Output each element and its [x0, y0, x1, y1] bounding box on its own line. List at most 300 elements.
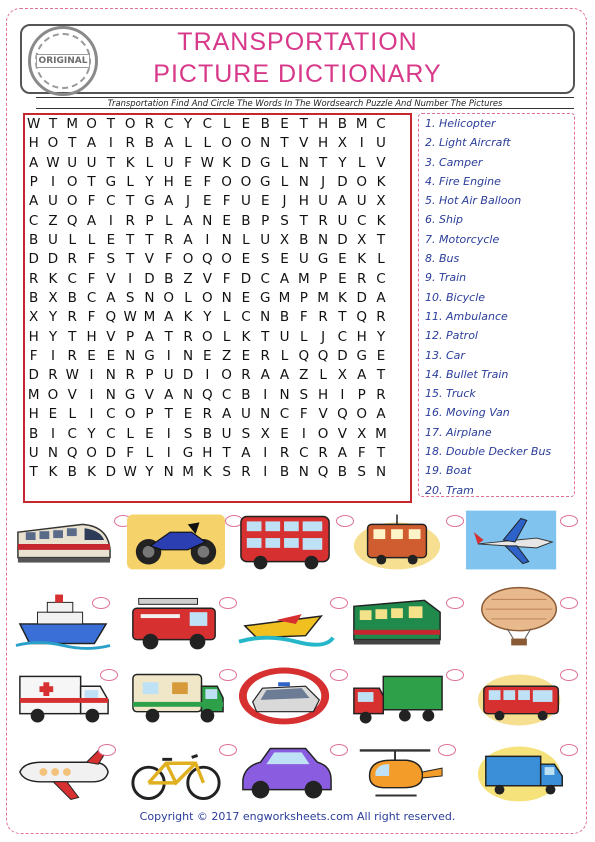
grid-letter[interactable]: U [221, 425, 232, 442]
grid-letter[interactable]: H [298, 193, 309, 210]
grid-letter[interactable]: V [106, 328, 116, 345]
grid-letter[interactable]: O [221, 251, 232, 268]
grid-letter[interactable]: K [241, 328, 251, 345]
grid-letter[interactable]: L [126, 174, 134, 191]
grid-letter[interactable]: R [67, 309, 77, 326]
grid-letter[interactable]: T [222, 444, 231, 461]
grid-letter[interactable]: X [29, 309, 39, 326]
grid-letter[interactable]: U [279, 328, 290, 345]
grid-letter[interactable]: F [299, 406, 308, 423]
grid-letter[interactable]: U [86, 154, 97, 171]
grid-letter[interactable]: D [144, 270, 155, 287]
grid-letter[interactable]: P [319, 270, 328, 287]
grid-letter[interactable]: F [222, 193, 231, 210]
grid-letter[interactable]: M [27, 386, 40, 403]
grid-letter[interactable]: R [357, 270, 367, 287]
grid-letter[interactable]: O [356, 174, 368, 191]
grid-letter[interactable]: E [87, 348, 96, 365]
grid-letter[interactable]: I [263, 464, 268, 481]
grid-letter[interactable]: W [200, 154, 214, 171]
grid-letter[interactable]: V [299, 135, 309, 152]
grid-letter[interactable]: U [67, 154, 78, 171]
grid-letter[interactable]: T [299, 116, 308, 132]
grid-letter[interactable]: N [202, 212, 213, 229]
grid-letter[interactable]: E [48, 406, 58, 423]
grid-letter[interactable]: N [221, 232, 232, 249]
grid-letter[interactable]: G [317, 251, 329, 268]
grid-letter[interactable]: R [318, 212, 328, 229]
grid-letter[interactable]: A [144, 328, 155, 345]
grid-letter[interactable]: S [125, 290, 135, 307]
grid-letter[interactable]: Z [48, 212, 58, 229]
grid-letter[interactable]: M [66, 116, 79, 132]
grid-letter[interactable]: X [337, 367, 348, 384]
grid-letter[interactable]: C [356, 212, 367, 229]
grid-letter[interactable]: R [202, 406, 213, 423]
grid-letter[interactable]: G [182, 444, 194, 461]
grid-letter[interactable]: I [50, 348, 55, 365]
grid-letter[interactable]: E [106, 232, 116, 249]
grid-letter[interactable]: N [47, 444, 58, 461]
grid-letter[interactable]: R [318, 309, 328, 326]
number-bubble[interactable] [219, 744, 237, 756]
grid-letter[interactable]: X [357, 425, 367, 442]
grid-letter[interactable]: B [241, 212, 251, 229]
grid-letter[interactable]: B [29, 425, 39, 442]
grid-letter[interactable]: K [87, 464, 96, 481]
grid-letter[interactable]: N [125, 348, 136, 365]
grid-letter[interactable]: C [164, 116, 174, 132]
grid-letter[interactable]: L [300, 328, 308, 345]
grid-letter[interactable]: I [301, 425, 306, 442]
grid-letter[interactable]: V [144, 386, 155, 403]
number-bubble[interactable] [219, 669, 237, 681]
grid-letter[interactable]: L [222, 328, 231, 345]
grid-letter[interactable]: D [337, 174, 348, 191]
grid-letter[interactable]: E [376, 348, 386, 365]
number-bubble[interactable] [330, 669, 348, 681]
grid-letter[interactable]: G [144, 193, 155, 210]
grid-letter[interactable]: T [261, 328, 270, 345]
grid-letter[interactable]: O [240, 174, 252, 191]
grid-letter[interactable]: I [128, 270, 133, 287]
grid-letter[interactable]: L [280, 154, 289, 171]
grid-letter[interactable]: A [183, 232, 193, 249]
grid-letter[interactable]: E [338, 251, 347, 268]
grid-letter[interactable]: V [106, 270, 116, 287]
grid-letter[interactable]: U [28, 444, 39, 461]
grid-letter[interactable]: I [50, 425, 55, 442]
grid-letter[interactable]: D [337, 232, 348, 249]
grid-letter[interactable]: U [260, 232, 271, 249]
grid-letter[interactable]: N [279, 386, 290, 403]
grid-letter[interactable]: C [279, 406, 290, 423]
grid-letter[interactable]: D [28, 367, 39, 384]
grid-letter[interactable]: T [126, 232, 135, 249]
grid-letter[interactable]: P [126, 328, 135, 345]
grid-letter[interactable]: F [126, 444, 135, 461]
grid-letter[interactable]: Q [105, 309, 117, 326]
grid-letter[interactable]: T [164, 406, 173, 423]
number-bubble[interactable] [560, 669, 578, 681]
grid-letter[interactable]: T [376, 232, 386, 249]
grid-letter[interactable]: U [376, 135, 386, 152]
grid-letter[interactable]: E [280, 251, 289, 268]
grid-letter[interactable]: R [241, 367, 251, 384]
grid-letter[interactable]: P [145, 406, 154, 423]
grid-letter[interactable]: B [279, 464, 290, 481]
grid-letter[interactable]: E [241, 290, 251, 307]
grid-letter[interactable]: K [48, 464, 58, 481]
grid-letter[interactable]: C [67, 425, 77, 442]
grid-letter[interactable]: U [240, 193, 251, 210]
grid-letter[interactable]: A [164, 193, 174, 210]
grid-letter[interactable]: E [222, 212, 231, 229]
grid-letter[interactable]: W [123, 464, 137, 481]
grid-letter[interactable]: G [259, 174, 271, 191]
grid-letter[interactable]: W [26, 116, 41, 132]
grid-letter[interactable]: E [260, 193, 270, 210]
grid-letter[interactable]: N [182, 348, 194, 365]
grid-letter[interactable]: S [106, 251, 116, 268]
grid-letter[interactable]: L [87, 232, 96, 249]
grid-letter[interactable]: F [87, 193, 96, 210]
grid-letter[interactable]: O [47, 135, 59, 152]
grid-letter[interactable]: K [376, 212, 386, 229]
grid-letter[interactable]: A [29, 154, 39, 171]
grid-letter[interactable]: N [298, 174, 309, 191]
grid-letter[interactable]: O [163, 290, 175, 307]
grid-letter[interactable]: E [106, 348, 116, 365]
grid-letter[interactable]: L [164, 212, 173, 229]
grid-letter[interactable]: Y [376, 328, 386, 345]
grid-letter[interactable]: A [164, 309, 174, 326]
grid-letter[interactable]: V [337, 425, 348, 442]
grid-letter[interactable]: F [87, 251, 96, 268]
grid-letter[interactable]: L [319, 367, 327, 384]
grid-letter[interactable]: Y [183, 116, 193, 132]
grid-letter[interactable]: I [166, 425, 171, 442]
grid-letter[interactable]: D [28, 251, 39, 268]
grid-letter[interactable]: C [28, 212, 39, 229]
number-bubble[interactable] [92, 597, 110, 609]
grid-letter[interactable]: B [164, 270, 174, 287]
grid-letter[interactable]: I [108, 135, 113, 152]
grid-letter[interactable]: M [317, 290, 329, 307]
grid-letter[interactable]: A [221, 406, 232, 423]
grid-letter[interactable]: R [48, 367, 58, 384]
grid-letter[interactable]: J [282, 193, 287, 210]
grid-letter[interactable]: Q [202, 386, 213, 403]
grid-letter[interactable]: Q [337, 406, 348, 423]
grid-letter[interactable]: L [357, 154, 366, 171]
grid-letter[interactable]: O [202, 328, 213, 345]
grid-letter[interactable]: E [280, 425, 289, 442]
grid-letter[interactable]: B [337, 464, 348, 481]
grid-letter[interactable]: T [318, 154, 328, 171]
grid-letter[interactable]: F [299, 309, 308, 326]
grid-letter[interactable]: I [263, 386, 268, 403]
grid-letter[interactable]: L [377, 251, 385, 268]
grid-letter[interactable]: C [202, 116, 213, 132]
grid-letter[interactable]: B [67, 290, 77, 307]
grid-letter[interactable]: Z [183, 270, 193, 287]
grid-letter[interactable]: E [183, 174, 193, 191]
grid-letter[interactable]: H [28, 135, 39, 152]
grid-letter[interactable]: R [28, 270, 39, 287]
grid-letter[interactable]: F [164, 251, 173, 268]
grid-letter[interactable]: K [202, 464, 212, 481]
grid-letter[interactable]: U [163, 367, 174, 384]
grid-letter[interactable]: L [280, 348, 289, 365]
grid-letter[interactable]: F [357, 444, 366, 461]
grid-letter[interactable]: R [125, 212, 135, 229]
grid-letter[interactable]: R [318, 444, 328, 461]
grid-letter[interactable]: G [259, 290, 271, 307]
grid-letter[interactable]: T [145, 232, 154, 249]
grid-letter[interactable]: E [203, 193, 212, 210]
grid-letter[interactable]: K [357, 251, 367, 268]
grid-letter[interactable]: W [65, 367, 79, 384]
grid-letter[interactable]: A [279, 367, 290, 384]
grid-letter[interactable]: N [105, 367, 116, 384]
grid-letter[interactable]: X [376, 193, 386, 210]
grid-letter[interactable]: U [48, 232, 58, 249]
grid-letter[interactable]: N [260, 309, 271, 326]
grid-letter[interactable]: H [318, 135, 329, 152]
grid-letter[interactable]: O [221, 135, 232, 152]
grid-letter[interactable]: Y [145, 174, 154, 191]
grid-letter[interactable]: P [261, 212, 270, 229]
grid-letter[interactable]: R [241, 464, 251, 481]
grid-letter[interactable]: B [202, 425, 212, 442]
grid-letter[interactable]: O [221, 367, 232, 384]
grid-letter[interactable]: G [259, 154, 271, 171]
grid-letter[interactable]: Y [48, 309, 58, 326]
grid-letter[interactable]: P [145, 212, 154, 229]
grid-letter[interactable]: V [144, 251, 155, 268]
grid-letter[interactable]: R [376, 309, 386, 326]
grid-letter[interactable]: L [184, 135, 192, 152]
grid-letter[interactable]: T [87, 174, 96, 191]
grid-letter[interactable]: Q [356, 309, 368, 326]
number-bubble[interactable] [446, 597, 464, 609]
grid-letter[interactable]: T [106, 154, 115, 171]
grid-letter[interactable]: Q [317, 348, 329, 365]
grid-letter[interactable]: F [87, 270, 96, 287]
grid-letter[interactable]: U [356, 193, 367, 210]
number-bubble[interactable] [100, 669, 118, 681]
grid-letter[interactable]: I [166, 444, 171, 461]
grid-letter[interactable]: C [106, 193, 116, 210]
grid-letter[interactable]: O [356, 406, 368, 423]
number-bubble[interactable] [98, 744, 116, 756]
grid-letter[interactable]: Y [338, 154, 347, 171]
number-bubble[interactable] [446, 515, 464, 527]
grid-letter[interactable]: A [164, 386, 174, 403]
grid-letter[interactable]: G [105, 174, 117, 191]
grid-letter[interactable]: T [126, 193, 135, 210]
grid-letter[interactable]: E [338, 270, 347, 287]
grid-letter[interactable]: B [260, 116, 270, 132]
grid-letter[interactable]: I [89, 367, 94, 384]
grid-letter[interactable]: I [89, 386, 94, 403]
number-bubble[interactable] [330, 744, 348, 756]
grid-letter[interactable]: U [163, 154, 174, 171]
grid-letter[interactable]: C [260, 270, 270, 287]
grid-letter[interactable]: K [222, 154, 232, 171]
grid-letter[interactable]: C [106, 425, 116, 442]
grid-letter[interactable]: F [203, 174, 212, 191]
grid-letter[interactable]: S [241, 425, 251, 442]
grid-letter[interactable]: O [182, 251, 194, 268]
grid-letter[interactable]: G [144, 348, 155, 365]
number-bubble[interactable] [560, 744, 578, 756]
grid-letter[interactable]: W [46, 154, 60, 171]
grid-letter[interactable]: Y [87, 425, 96, 442]
grid-letter[interactable]: H [28, 406, 39, 423]
grid-letter[interactable]: D [182, 367, 194, 384]
grid-letter[interactable]: T [376, 367, 386, 384]
grid-letter[interactable]: E [280, 116, 289, 132]
grid-letter[interactable]: A [183, 212, 193, 229]
grid-letter[interactable]: R [164, 232, 174, 249]
grid-letter[interactable]: D [105, 444, 117, 461]
grid-letter[interactable]: B [279, 309, 290, 326]
grid-letter[interactable]: L [222, 116, 231, 132]
grid-letter[interactable]: N [163, 464, 174, 481]
grid-letter[interactable]: R [260, 348, 270, 365]
grid-letter[interactable]: K [376, 174, 386, 191]
grid-letter[interactable]: N [182, 386, 194, 403]
grid-letter[interactable]: Q [66, 212, 78, 229]
grid-letter[interactable]: I [89, 406, 94, 423]
grid-letter[interactable]: Y [203, 309, 212, 326]
grid-letter[interactable]: N [144, 290, 155, 307]
grid-letter[interactable]: E [203, 348, 212, 365]
grid-letter[interactable]: S [183, 425, 193, 442]
grid-letter[interactable]: H [318, 386, 329, 403]
grid-letter[interactable]: F [184, 154, 192, 171]
grid-letter[interactable]: C [376, 270, 386, 287]
grid-letter[interactable]: U [240, 406, 251, 423]
grid-letter[interactable]: Q [298, 348, 310, 365]
grid-letter[interactable]: B [29, 290, 39, 307]
grid-letter[interactable]: A [376, 406, 386, 423]
grid-letter[interactable]: N [298, 464, 309, 481]
grid-letter[interactable]: P [145, 367, 154, 384]
grid-letter[interactable]: X [260, 425, 270, 442]
grid-letter[interactable]: F [222, 270, 231, 287]
grid-letter[interactable]: U [48, 193, 58, 210]
grid-letter[interactable]: K [183, 309, 193, 326]
grid-letter[interactable]: E [183, 406, 193, 423]
grid-letter[interactable]: H [28, 328, 39, 345]
grid-letter[interactable]: D [240, 154, 252, 171]
grid-letter[interactable]: N [260, 406, 271, 423]
grid-letter[interactable]: B [29, 232, 39, 249]
grid-letter[interactable]: L [145, 444, 154, 461]
grid-letter[interactable]: D [105, 464, 117, 481]
grid-letter[interactable]: X [48, 290, 58, 307]
grid-letter[interactable]: A [337, 193, 348, 210]
grid-letter[interactable]: P [299, 290, 308, 307]
grid-letter[interactable]: W [123, 309, 137, 326]
grid-letter[interactable]: Y [145, 464, 154, 481]
grid-letter[interactable]: L [222, 309, 231, 326]
grid-letter[interactable]: E [241, 348, 251, 365]
grid-letter[interactable]: O [66, 193, 78, 210]
grid-letter[interactable]: N [298, 154, 309, 171]
grid-letter[interactable]: B [241, 386, 251, 403]
grid-letter[interactable]: C [67, 270, 77, 287]
grid-letter[interactable]: K [337, 290, 347, 307]
grid-letter[interactable]: A [357, 367, 367, 384]
grid-letter[interactable]: J [321, 328, 326, 345]
grid-letter[interactable]: O [47, 386, 59, 403]
grid-letter[interactable]: N [318, 232, 329, 249]
grid-letter[interactable]: N [260, 135, 271, 152]
grid-letter[interactable]: N [221, 290, 232, 307]
grid-letter[interactable]: Q [202, 251, 213, 268]
grid-letter[interactable]: H [163, 174, 174, 191]
number-bubble[interactable] [560, 597, 578, 609]
grid-letter[interactable]: I [359, 135, 364, 152]
grid-letter[interactable]: M [297, 270, 310, 287]
grid-letter[interactable]: J [321, 174, 326, 191]
grid-letter[interactable]: T [106, 116, 115, 132]
grid-letter[interactable]: S [299, 386, 309, 403]
grid-letter[interactable]: V [376, 154, 386, 171]
grid-letter[interactable]: H [86, 328, 97, 345]
grid-letter[interactable]: O [124, 406, 136, 423]
grid-letter[interactable]: Q [317, 464, 329, 481]
grid-letter[interactable]: V [67, 386, 77, 403]
grid-letter[interactable]: R [67, 348, 77, 365]
grid-letter[interactable]: I [205, 232, 210, 249]
grid-letter[interactable]: X [337, 135, 348, 152]
grid-letter[interactable]: T [68, 328, 77, 345]
grid-letter[interactable]: L [68, 232, 76, 249]
grid-letter[interactable]: X [279, 232, 290, 249]
grid-letter[interactable]: G [124, 386, 136, 403]
grid-letter[interactable]: S [260, 251, 270, 268]
grid-letter[interactable]: H [318, 116, 329, 132]
grid-letter[interactable]: V [318, 406, 328, 423]
grid-letter[interactable]: E [145, 425, 154, 442]
grid-letter[interactable]: C [241, 309, 251, 326]
grid-letter[interactable]: T [280, 135, 289, 152]
grid-letter[interactable]: R [144, 116, 155, 132]
number-bubble[interactable] [219, 597, 237, 609]
grid-letter[interactable]: O [221, 174, 232, 191]
grid-letter[interactable]: B [299, 232, 309, 249]
grid-letter[interactable]: M [278, 290, 291, 307]
grid-letter[interactable]: S [280, 212, 289, 229]
grid-letter[interactable]: L [242, 232, 250, 249]
grid-letter[interactable]: C [376, 116, 386, 132]
grid-letter[interactable]: A [106, 290, 116, 307]
grid-letter[interactable]: M [375, 425, 387, 442]
grid-letter[interactable]: G [356, 348, 367, 365]
number-bubble[interactable] [330, 597, 348, 609]
grid-letter[interactable]: Q [66, 444, 78, 461]
grid-letter[interactable]: E [241, 251, 251, 268]
grid-letter[interactable]: U [337, 212, 348, 229]
grid-letter[interactable]: A [337, 444, 348, 461]
grid-letter[interactable]: N [375, 464, 387, 481]
grid-letter[interactable]: O [66, 174, 78, 191]
